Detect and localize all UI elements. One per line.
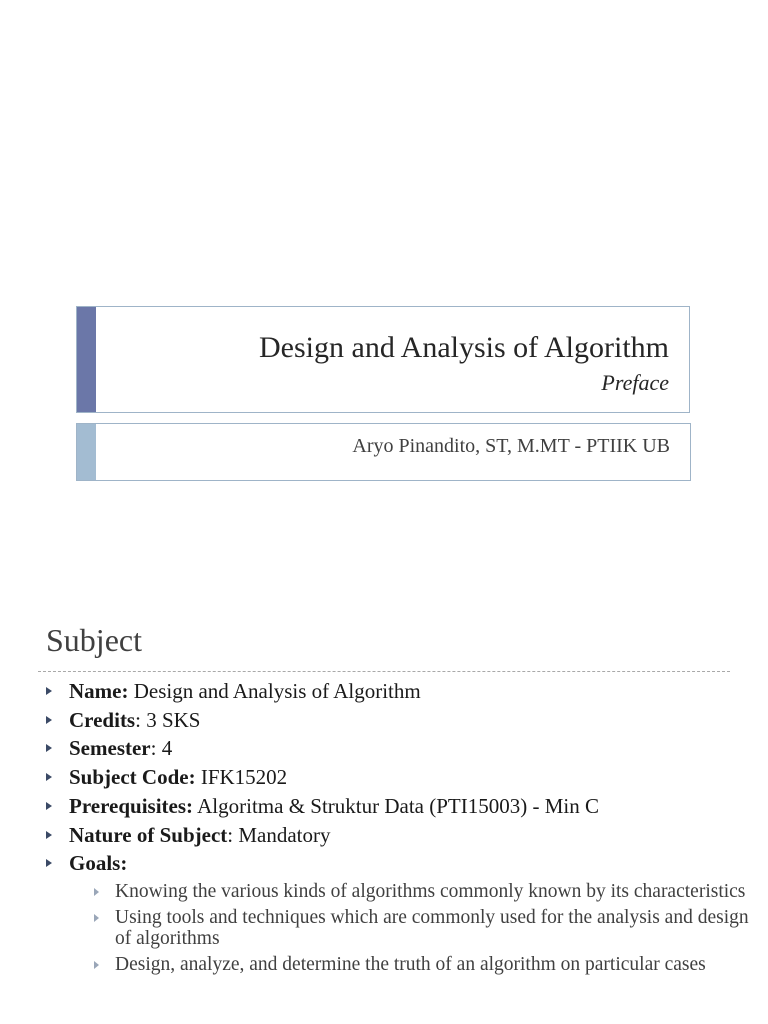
triangle-bullet-icon bbox=[46, 744, 52, 752]
title-box bbox=[76, 306, 690, 413]
item-value: : 3 SKS bbox=[135, 707, 201, 732]
item-value: : 4 bbox=[150, 736, 173, 761]
item-value: IFK15202 bbox=[195, 765, 288, 790]
list-item bbox=[46, 821, 736, 850]
list-item bbox=[46, 706, 736, 735]
goal-item bbox=[69, 954, 759, 975]
triangle-subbullet-icon bbox=[94, 914, 99, 922]
triangle-subbullet-icon bbox=[94, 888, 99, 896]
triangle-bullet-icon bbox=[46, 802, 52, 810]
item-label: Prerequisites: bbox=[69, 793, 194, 818]
heading-divider bbox=[38, 671, 730, 672]
item-label: Semester bbox=[69, 736, 151, 761]
list-item-goals bbox=[46, 849, 749, 975]
triangle-bullet-icon bbox=[46, 831, 52, 839]
list-item bbox=[46, 677, 736, 706]
triangle-subbullet-icon bbox=[94, 961, 99, 969]
item-label: Subject Code: bbox=[69, 765, 196, 790]
list-item bbox=[46, 734, 736, 763]
triangle-bullet-icon bbox=[46, 859, 52, 867]
goal-text: Using tools and techniques which are commonly used for the analysis and design of algorithms bbox=[115, 906, 749, 949]
item-value: : Mandatory bbox=[227, 822, 331, 847]
goal-item bbox=[69, 881, 759, 902]
item-label: Credits bbox=[69, 707, 136, 732]
item-label: Goals bbox=[69, 851, 121, 876]
subject-list bbox=[46, 677, 749, 975]
item-value: Algoritma & Struktur Data (PTI15003) - Min C bbox=[193, 793, 599, 818]
list-item bbox=[46, 763, 736, 792]
slide-subtitle: Preface bbox=[601, 370, 669, 395]
triangle-bullet-icon bbox=[46, 687, 52, 695]
slide-title: Design and Analysis of Algorithm bbox=[259, 331, 669, 364]
item-label: Nature of Subject bbox=[69, 822, 228, 847]
title-accent-bar bbox=[77, 307, 96, 412]
item-label: Name: bbox=[69, 679, 129, 703]
list-item bbox=[46, 792, 736, 821]
goal-text: Knowing the various kinds of algorithms commonly known by its characteristics bbox=[115, 880, 746, 902]
item-value: : bbox=[120, 851, 128, 876]
goal-text: Design, analyze, and determine the truth of an algorithm on particular cases bbox=[115, 953, 706, 975]
goal-item bbox=[69, 907, 759, 949]
author-box bbox=[76, 423, 691, 481]
section-heading: Subject bbox=[46, 622, 142, 658]
item-value: Design and Analysis of Algorithm bbox=[128, 679, 421, 703]
goals-list bbox=[69, 880, 749, 975]
triangle-bullet-icon bbox=[46, 716, 52, 724]
author-accent-bar bbox=[77, 424, 96, 480]
triangle-bullet-icon bbox=[46, 773, 52, 781]
author-name: Aryo Pinandito, ST, M.MT - PTIIK UB bbox=[352, 435, 670, 457]
